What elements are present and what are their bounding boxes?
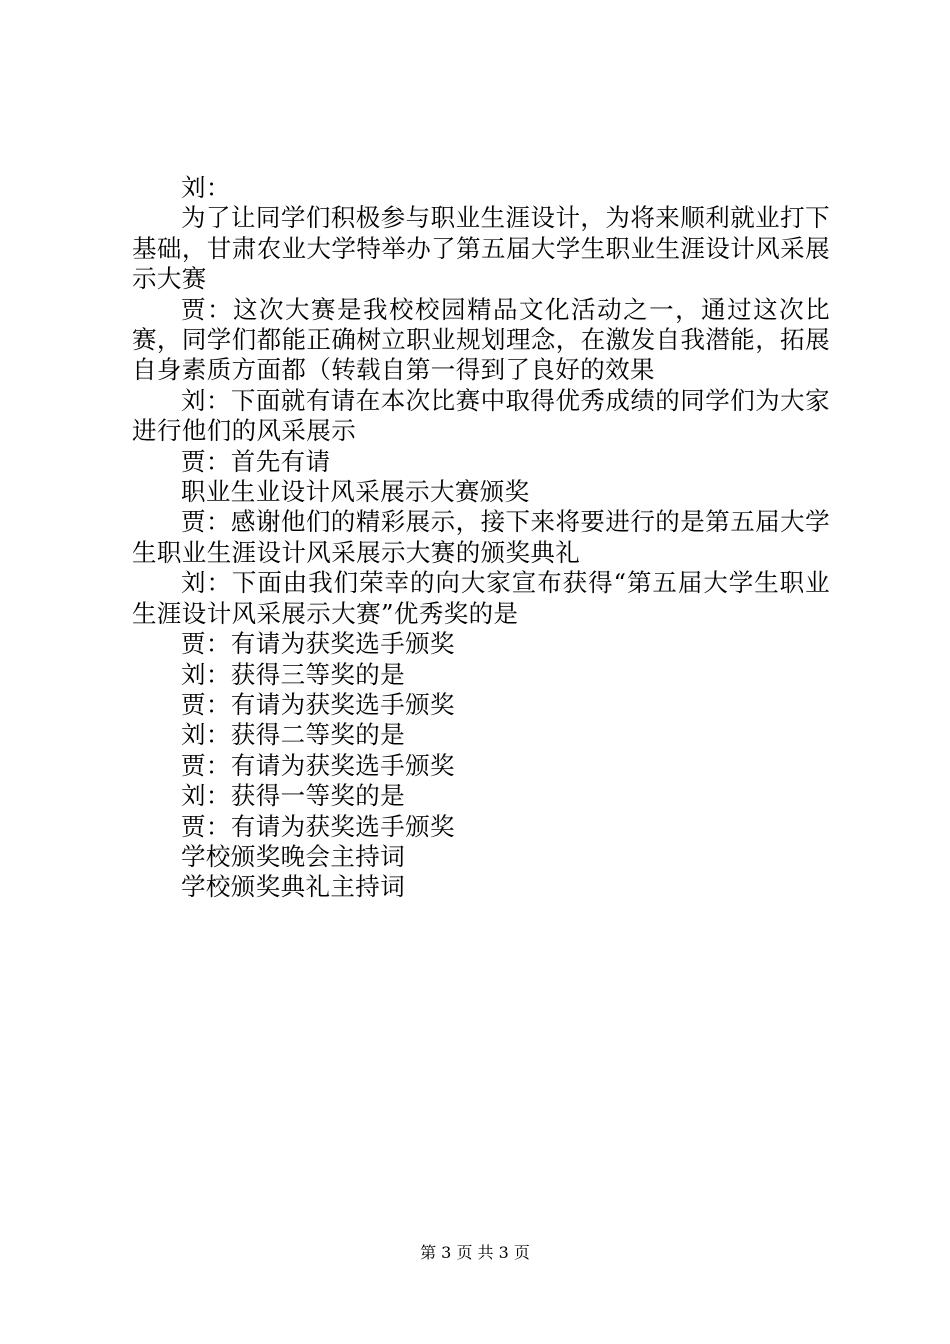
paragraph: 贾：有请为获奖选手颁奖 [181,811,455,841]
document-body [132,173,830,903]
paragraph: 刘：获得二等奖的是 [181,720,406,750]
paragraph: 为了让同学们积极参与职业生涯设计，为将来顺利就业打下基础，甘肃农业大学特举办了第五届大学生职业生涯设计风采展示大赛 [132,203,830,294]
paragraph: 贾：有请为获奖选手颁奖 [181,689,455,719]
page-number-footer: 第 3 页 共 3 页 [420,1243,530,1262]
paragraph: 刘：下面由我们荣幸的向大家宣布获得“第五届大学生职业生涯设计风采展示大赛”优秀奖的是 [132,568,830,628]
paragraph: 贾：有请为获奖选手颁奖 [181,750,455,780]
paragraph: 学校颁奖晚会主持词 [181,841,406,871]
paragraph: 贾：有请为获奖选手颁奖 [181,629,455,659]
paragraph: 刘： [181,173,231,202]
paragraph: 贾：感谢他们的精彩展示，接下来将要进行的是第五届大学生职业生涯设计风采展示大赛的颁奖典礼 [132,507,830,567]
paragraph: 贾：这次大赛是我校校园精品文化活动之一，通过这次比赛，同学们都能正确树立职业规划理念，在激发自我潜能，拓展自身素质方面都（转载自第一得到了良好的效果 [132,294,830,385]
paragraph: 刘：获得一等奖的是 [181,781,406,811]
paragraph: 职业生业设计风采展示大赛颁奖 [181,477,530,507]
paragraph: 刘：下面就有请在本次比赛中取得优秀成绩的同学们为大家进行他们的风采展示 [132,385,830,446]
paragraph: 贾：首先有请 [181,446,331,476]
paragraph: 刘：获得三等奖的是 [181,659,406,689]
paragraph: 学校颁奖典礼主持词 [181,872,406,902]
